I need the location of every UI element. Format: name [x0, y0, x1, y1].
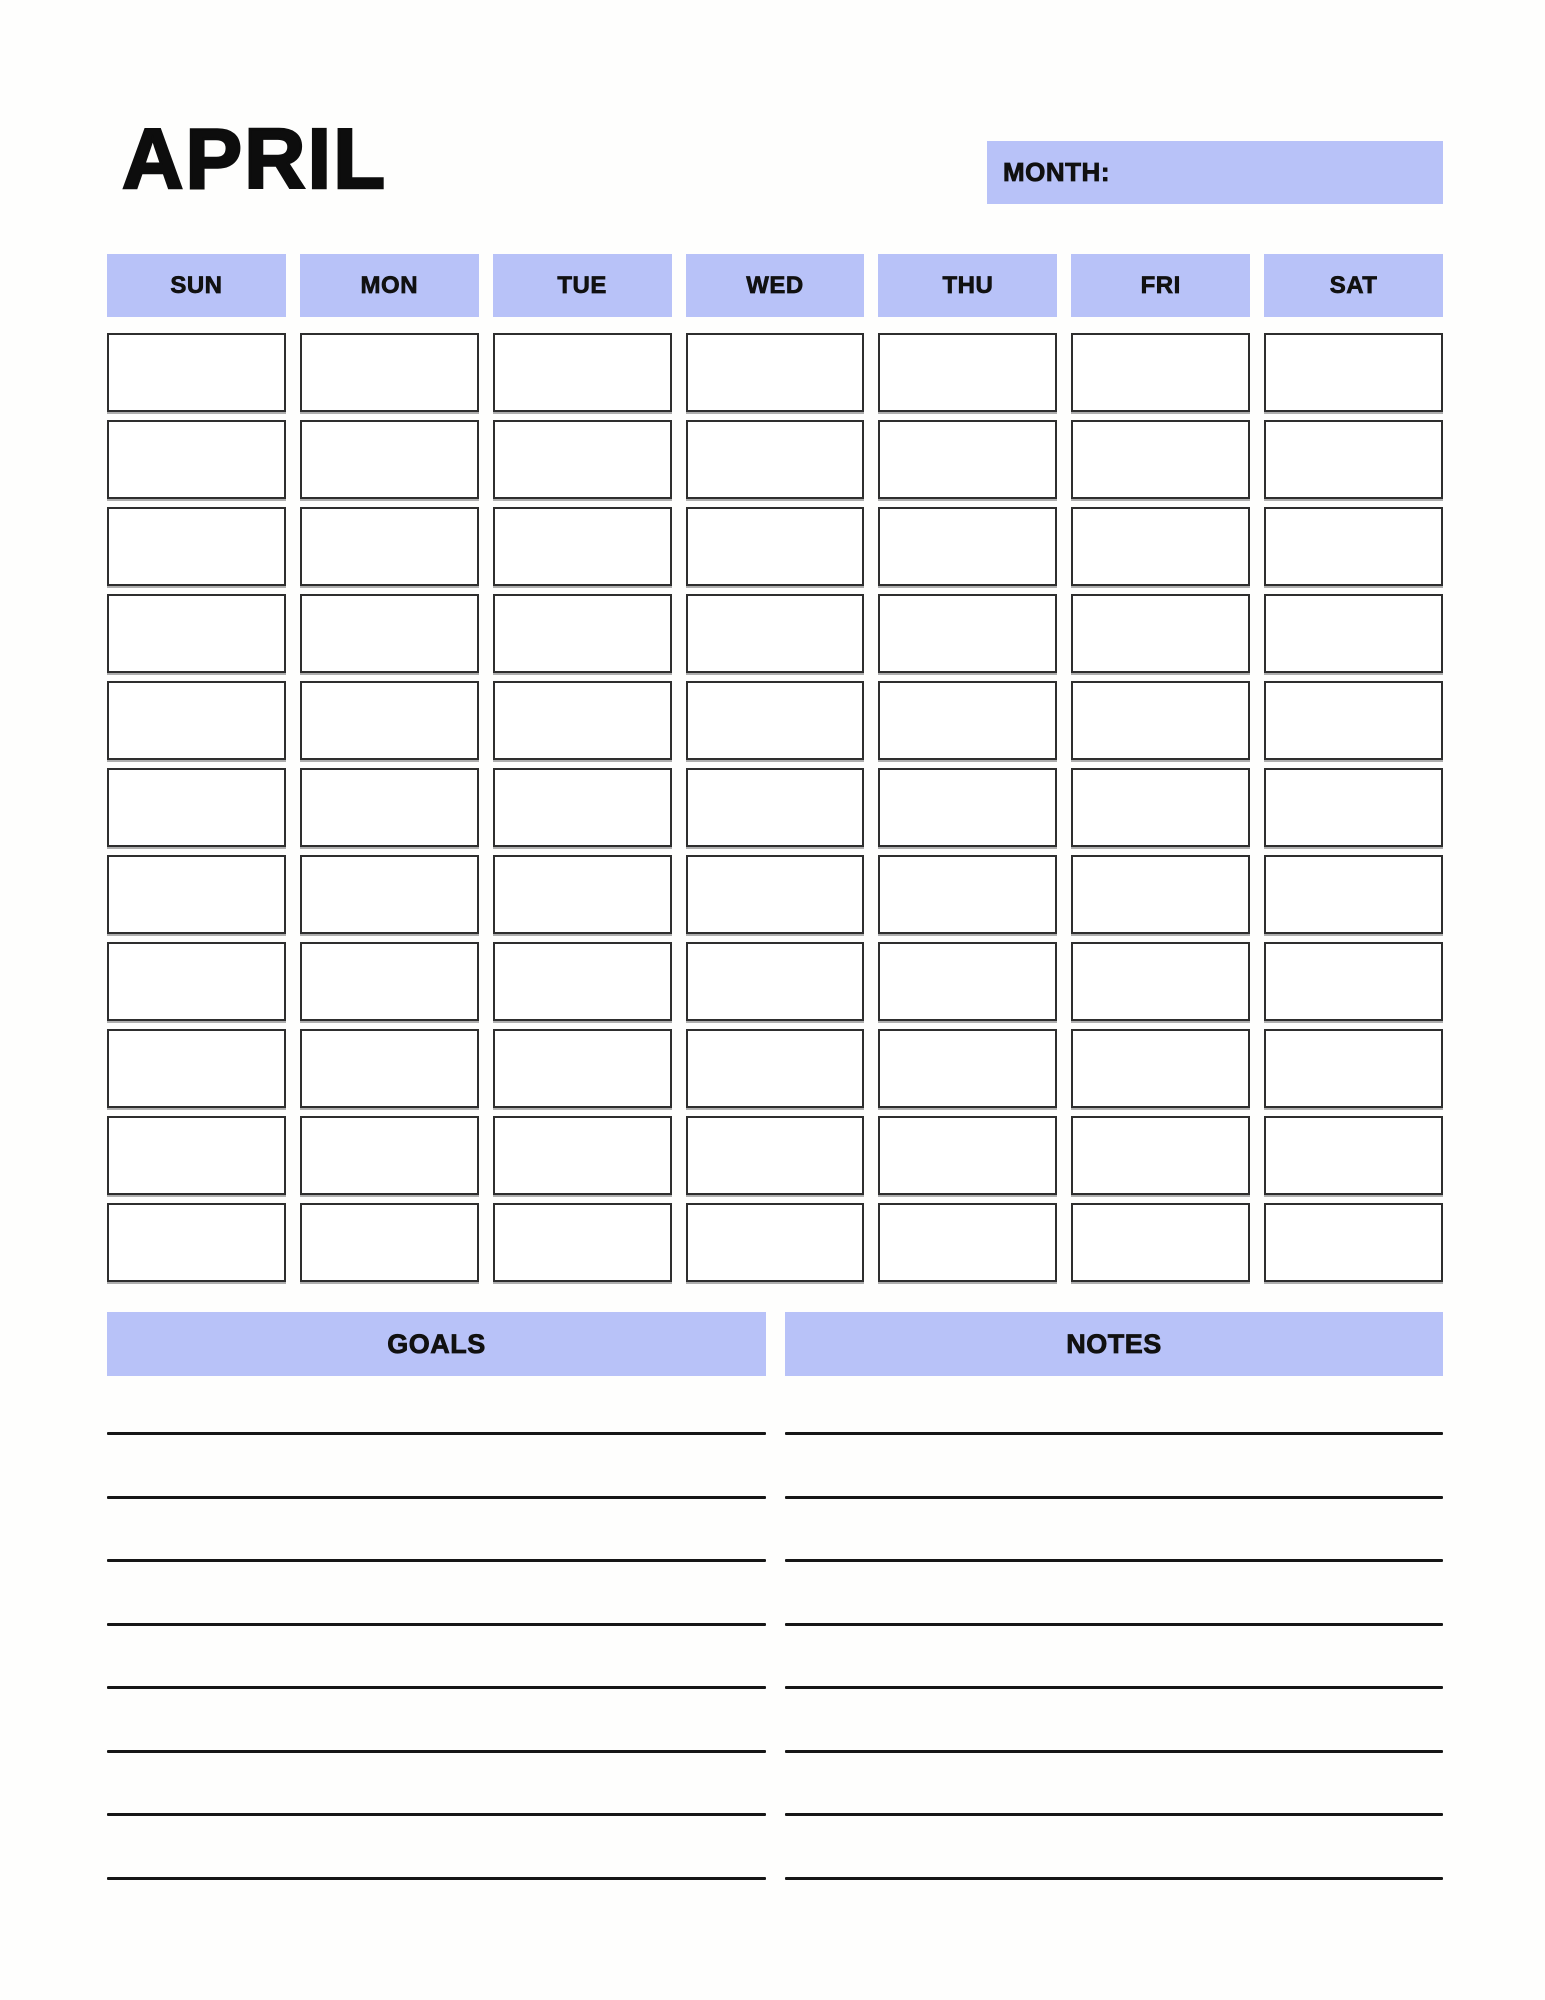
- goals-line[interactable]: [107, 1559, 766, 1562]
- month-input[interactable]: [1110, 141, 1443, 204]
- calendar-grid: [107, 333, 1443, 1282]
- calendar-cell[interactable]: [493, 855, 672, 934]
- calendar-cell[interactable]: [686, 1116, 865, 1195]
- calendar-cell[interactable]: [1264, 855, 1443, 934]
- calendar-cell[interactable]: [300, 855, 479, 934]
- day-header-row: [107, 254, 1443, 317]
- calendar-cell[interactable]: [107, 594, 286, 673]
- goals-header: [107, 1312, 766, 1376]
- calendar-cell[interactable]: [1071, 420, 1250, 499]
- calendar-cell[interactable]: [1264, 768, 1443, 847]
- day-header-sat: SAT: [1264, 254, 1443, 317]
- calendar-cell[interactable]: [686, 333, 865, 412]
- calendar-cell[interactable]: [686, 942, 865, 1021]
- calendar-cell[interactable]: [1264, 681, 1443, 760]
- calendar-cell[interactable]: [300, 1116, 479, 1195]
- month-field: [987, 141, 1443, 204]
- calendar-cell[interactable]: [1264, 942, 1443, 1021]
- calendar-cell[interactable]: [1071, 1116, 1250, 1195]
- calendar-cell[interactable]: [878, 333, 1057, 412]
- calendar-cell[interactable]: [107, 507, 286, 586]
- calendar-cell[interactable]: [107, 1203, 286, 1282]
- calendar-cell[interactable]: [300, 507, 479, 586]
- calendar-cell[interactable]: [107, 855, 286, 934]
- notes-line[interactable]: [785, 1623, 1443, 1626]
- notes-line[interactable]: [785, 1686, 1443, 1689]
- calendar-cell[interactable]: [300, 681, 479, 760]
- day-header-mon: MON: [300, 254, 479, 317]
- calendar-cell[interactable]: [493, 420, 672, 499]
- notes-line[interactable]: [785, 1496, 1443, 1499]
- goals-line[interactable]: [107, 1877, 766, 1880]
- calendar-cell[interactable]: [686, 1029, 865, 1108]
- calendar-cell[interactable]: [878, 681, 1057, 760]
- calendar-cell[interactable]: [107, 1116, 286, 1195]
- calendar-cell[interactable]: [1071, 942, 1250, 1021]
- calendar-cell[interactable]: [878, 768, 1057, 847]
- calendar-cell[interactable]: [1264, 507, 1443, 586]
- notes-line[interactable]: [785, 1877, 1443, 1880]
- goals-line[interactable]: [107, 1813, 766, 1816]
- calendar-cell[interactable]: [493, 768, 672, 847]
- calendar-cell[interactable]: [300, 420, 479, 499]
- calendar-cell[interactable]: [878, 594, 1057, 673]
- calendar-cell[interactable]: [1264, 1116, 1443, 1195]
- calendar-cell[interactable]: [878, 1116, 1057, 1195]
- calendar-cell[interactable]: [107, 768, 286, 847]
- calendar-cell[interactable]: [300, 768, 479, 847]
- notes-line[interactable]: [785, 1432, 1443, 1435]
- calendar-cell[interactable]: [300, 594, 479, 673]
- calendar-cell[interactable]: [686, 507, 865, 586]
- calendar-cell[interactable]: [107, 1029, 286, 1108]
- calendar-cell[interactable]: [493, 681, 672, 760]
- calendar-cell[interactable]: [493, 1029, 672, 1108]
- calendar-cell[interactable]: [493, 1203, 672, 1282]
- calendar-cell[interactable]: [1071, 681, 1250, 760]
- calendar-cell[interactable]: [686, 855, 865, 934]
- calendar-cell[interactable]: [1071, 507, 1250, 586]
- calendar-cell[interactable]: [878, 1029, 1057, 1108]
- calendar-cell[interactable]: [686, 594, 865, 673]
- calendar-cell[interactable]: [1264, 1203, 1443, 1282]
- calendar-cell[interactable]: [300, 333, 479, 412]
- calendar-cell[interactable]: [686, 420, 865, 499]
- goals-line[interactable]: [107, 1686, 766, 1689]
- calendar-cell[interactable]: [1071, 855, 1250, 934]
- goals-line[interactable]: [107, 1750, 766, 1753]
- calendar-cell[interactable]: [1264, 594, 1443, 673]
- calendar-cell[interactable]: [1264, 333, 1443, 412]
- calendar-cell[interactable]: [1071, 768, 1250, 847]
- calendar-cell[interactable]: [107, 681, 286, 760]
- calendar-cell[interactable]: [300, 1029, 479, 1108]
- calendar-cell[interactable]: [107, 942, 286, 1021]
- calendar-cell[interactable]: [493, 333, 672, 412]
- calendar-cell[interactable]: [878, 942, 1057, 1021]
- calendar-cell[interactable]: [1071, 1029, 1250, 1108]
- calendar-cell[interactable]: [300, 1203, 479, 1282]
- calendar-cell[interactable]: [1071, 594, 1250, 673]
- day-header-fri: FRI: [1071, 254, 1250, 317]
- calendar-cell[interactable]: [493, 507, 672, 586]
- calendar-cell[interactable]: [107, 420, 286, 499]
- notes-header-label: NOTES: [1066, 1328, 1162, 1359]
- notes-line[interactable]: [785, 1559, 1443, 1562]
- page-title: APRIL: [122, 112, 387, 207]
- calendar-cell[interactable]: [493, 594, 672, 673]
- notes-line[interactable]: [785, 1750, 1443, 1753]
- calendar-cell[interactable]: [686, 681, 865, 760]
- calendar-cell[interactable]: [878, 507, 1057, 586]
- notes-header: [785, 1312, 1443, 1376]
- day-header-tue: TUE: [493, 254, 672, 317]
- calendar-cell[interactable]: [686, 768, 865, 847]
- calendar-cell[interactable]: [300, 942, 479, 1021]
- day-header-sun: SUN: [107, 254, 286, 317]
- day-header-wed: WED: [686, 254, 865, 317]
- calendar-cell[interactable]: [1071, 333, 1250, 412]
- calendar-cell[interactable]: [493, 942, 672, 1021]
- calendar-cell[interactable]: [1264, 420, 1443, 499]
- calendar-cell[interactable]: [878, 855, 1057, 934]
- goals-line[interactable]: [107, 1623, 766, 1626]
- calendar-cell[interactable]: [493, 1116, 672, 1195]
- calendar-cell[interactable]: [878, 420, 1057, 499]
- day-header-thu: THU: [878, 254, 1057, 317]
- month-field-label: MONTH:: [1003, 157, 1110, 187]
- goals-line[interactable]: [107, 1496, 766, 1499]
- calendar-cell[interactable]: [107, 333, 286, 412]
- calendar-cell[interactable]: [686, 1203, 865, 1282]
- goals-line[interactable]: [107, 1432, 766, 1435]
- notes-lines: [785, 1432, 1443, 1880]
- calendar-cell[interactable]: [878, 1203, 1057, 1282]
- goals-header-label: GOALS: [387, 1328, 486, 1359]
- goals-lines: [107, 1432, 766, 1880]
- calendar-cell[interactable]: [1264, 1029, 1443, 1108]
- calendar-cell[interactable]: [1071, 1203, 1250, 1282]
- notes-line[interactable]: [785, 1813, 1443, 1816]
